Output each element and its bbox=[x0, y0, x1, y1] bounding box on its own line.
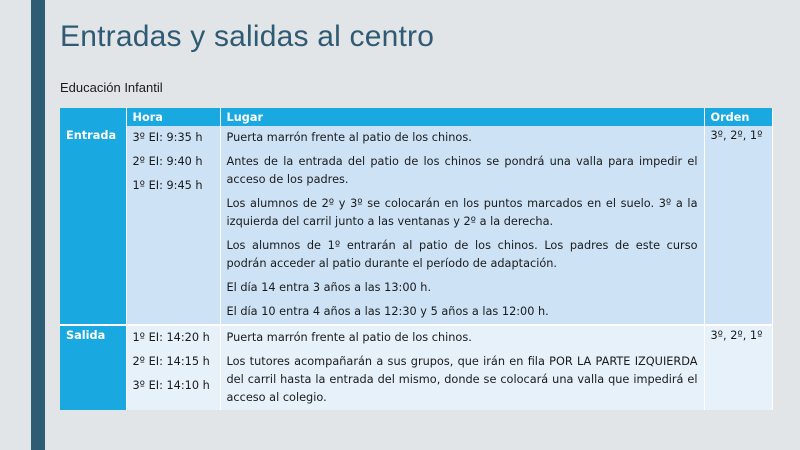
hour-item: 3º EI: 14:10 h bbox=[132, 379, 210, 392]
place-paragraph: Los tutores acompañarán a sus grupos, que irán en fila POR LA PARTE IZQUIERDA del carril hasta la entrada del mismo, donde se colocará una valla que impedirá el acceso al colegio. bbox=[226, 355, 698, 404]
place-cell-salida bbox=[220, 325, 704, 410]
hour-item: 3º EI: 9:35 h bbox=[132, 131, 203, 144]
header-orden: Orden bbox=[704, 108, 772, 126]
place-cell-entrada bbox=[220, 126, 704, 325]
hours-cell-entrada bbox=[126, 126, 220, 325]
order-cell-salida: 3º, 2º, 1º bbox=[704, 325, 772, 410]
hour-item: 1º EI: 14:20 h bbox=[132, 331, 210, 344]
hour-item: 2º EI: 14:15 h bbox=[132, 355, 210, 368]
place-paragraph: Los alumnos de 2º y 3º se colocarán en los puntos marcados en el suelo. 3º a la izquierda del carril junto a las ventanas y 2º a la derecha. bbox=[226, 197, 698, 228]
header-lugar: Lugar bbox=[220, 108, 704, 126]
order-cell-entrada: 3º, 2º, 1º bbox=[704, 126, 772, 325]
place-paragraph: Los alumnos de 1º entrarán al patio de los chinos. Los padres de este curso podrán acceder al patio durante el período de adaptación. bbox=[226, 239, 698, 270]
row-label-entrada: Entrada bbox=[60, 126, 126, 325]
row-label-salida: Salida bbox=[60, 325, 126, 410]
place-paragraph: El día 10 entra 4 años a las 12:30 y 5 años a las 12:00 h. bbox=[226, 305, 549, 318]
hours-cell-salida bbox=[126, 325, 220, 410]
slide-subtitle: Educación Infantil bbox=[60, 80, 163, 95]
left-accent-bar bbox=[31, 0, 45, 450]
table-row-salida bbox=[60, 325, 772, 410]
hour-item: 2º EI: 9:40 h bbox=[132, 155, 203, 168]
schedule-table bbox=[60, 108, 773, 410]
hour-item: 1º EI: 9:45 h bbox=[132, 179, 203, 192]
place-paragraph: Antes de la entrada del patio de los chinos se pondrá una valla para impedir el acceso de los padres. bbox=[226, 155, 698, 186]
place-paragraph: Puerta marrón frente al patio de los chinos. bbox=[226, 331, 472, 344]
slide-title: Entradas y salidas al centro bbox=[60, 20, 435, 53]
place-paragraph: Puerta marrón frente al patio de los chinos. bbox=[226, 131, 472, 144]
table-header-row bbox=[60, 108, 772, 126]
table-row-entrada bbox=[60, 126, 772, 325]
header-hora: Hora bbox=[126, 108, 220, 126]
header-blank bbox=[60, 108, 126, 126]
place-paragraph: El día 14 entra 3 años a las 13:00 h. bbox=[226, 281, 432, 294]
